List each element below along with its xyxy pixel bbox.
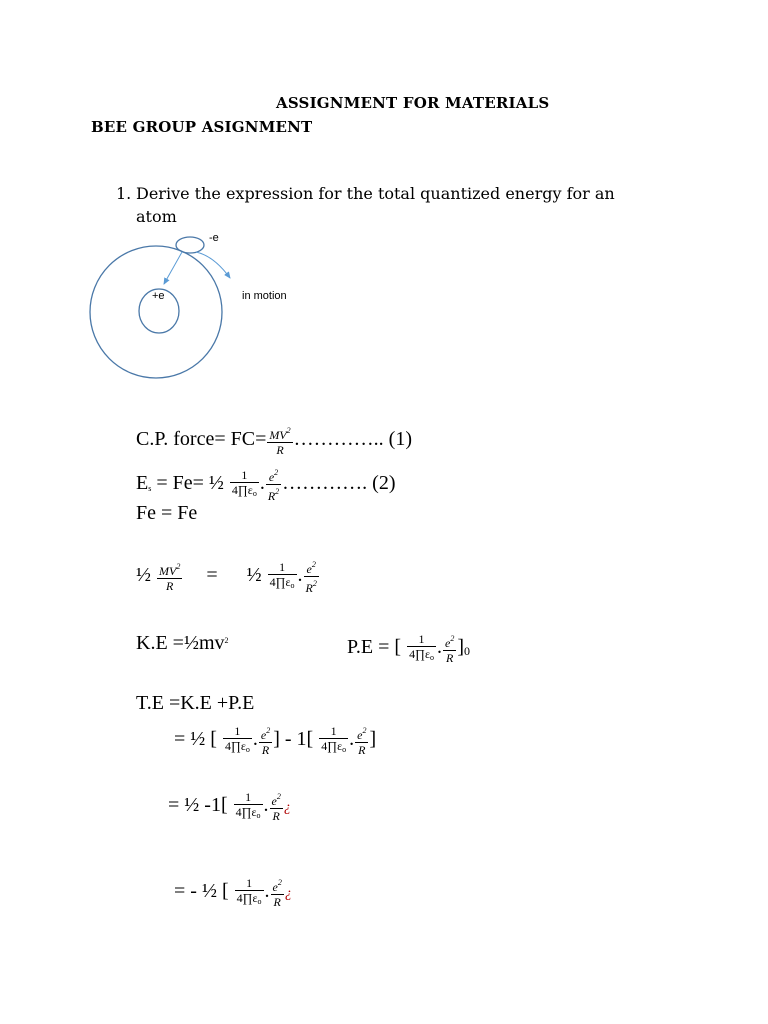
equation-te-step-1: = ½ [ $\frac{1}{4\prod\varepsilon_o}$ . $\frac{e^2}{R}$ ] - 1[ $\frac{1}{4\prod\varepsilon_o}$ . $\frac{e^2}{R}$ ]: [174, 724, 377, 757]
equation-ke: $K.E =\frac{1}{2}mv^2$: [136, 632, 229, 654]
document-title: ASSIGNMENT FOR MATERIALS: [276, 94, 550, 112]
question-line-2: atom: [136, 207, 177, 226]
document-subtitle: BEE GROUP ASIGNMENT: [91, 118, 313, 136]
equation-equality: ½ $\frac{MV^2}{R}$ = ½ $\frac{1}{4\prod\varepsilon_o}$ . $\frac{e^2}{R^2}$: [136, 560, 317, 595]
question-line-1: Derive the expression for the total quantized energy for an: [136, 184, 615, 203]
motion-arrow: [196, 252, 230, 278]
electron-label: -e: [209, 232, 219, 244]
radius-arrow: [164, 252, 182, 284]
electron: [176, 237, 204, 253]
equation-te: T.E =K.E +P.E: [136, 692, 255, 714]
question-number: 1.: [116, 184, 132, 203]
atom-diagram: [0, 0, 768, 400]
motion-label: in motion: [242, 290, 287, 302]
equation-fe-fe: Fe = Fe: [136, 502, 198, 524]
nucleus-label: +e: [152, 290, 165, 302]
equation-cp-force: C.P. force= FC= $\frac{MV^2}{R}$ ………….. (1): [136, 426, 412, 457]
equation-te-step-2: = ½ -1[ $\frac{1}{4\prod\varepsilon_o}$ . $\frac{e^2}{R}$ ¿: [168, 790, 291, 823]
equation-pe: P.E = [ $\frac{1}{4\prod\varepsilon_o}$ . $\frac{e^2}{R}$ ]0: [347, 632, 470, 665]
outer-orbit: [90, 246, 222, 378]
equation-te-step-3: = - ½ [ $\frac{1}{4\prod\varepsilon_o}$ . $\frac{e^2}{R}$ ¿: [174, 876, 292, 909]
equation-es: $E_s = Fe=$ ½ $\frac{1}{4\prod\varepsilon_o}$ . $\frac{e^2}{R^2}$ …………. (2): [136, 468, 396, 503]
